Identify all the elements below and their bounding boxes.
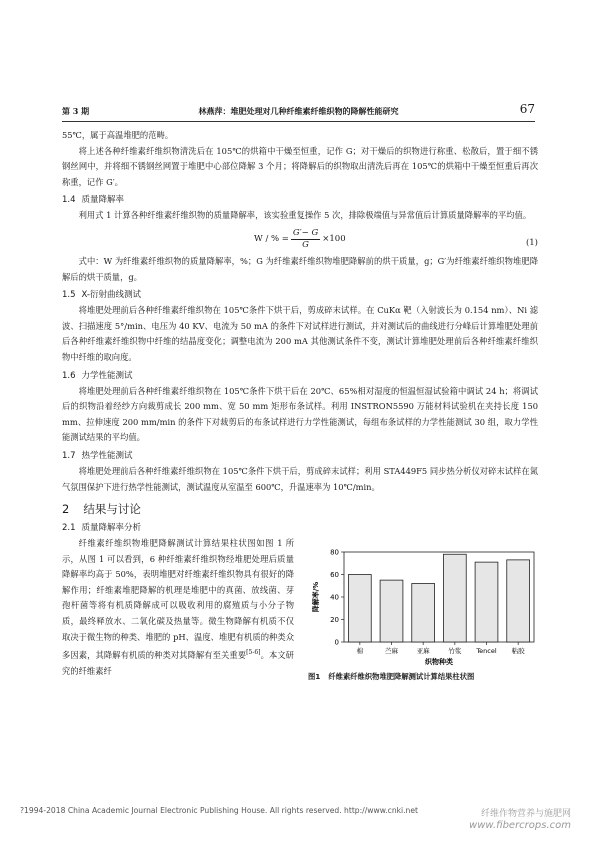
running-header [62, 104, 535, 118]
bar [412, 584, 435, 643]
paragraph: 将上述各种纤维素纤维织物清洗后在 105℃的烘箱中干燥至恒重，记作 G；对干燥后的织物进行称重、松散后，置于细不锈钢丝网中，并将细不锈钢丝网置于堆肥中心部位降解 3 个月；将降解后的织物取出清洗后再在 105℃的烘箱中干燥至恒重后再次称重，记作 G′。 [62, 145, 538, 187]
header-rule [62, 121, 535, 122]
plot-frame [344, 552, 534, 642]
x-tick-label: 苎麻 [385, 647, 398, 656]
copyright-footer [20, 806, 418, 815]
watermark-text: 纤维作物营养与施肥网 [480, 809, 571, 819]
chapter-heading [62, 501, 538, 517]
article-body [62, 128, 538, 686]
figure-caption [308, 672, 540, 682]
left-column [62, 536, 294, 679]
watermark-url: www.fibercrops.com [469, 820, 571, 831]
equation-denominator: G [302, 239, 309, 250]
bar [507, 560, 530, 642]
section-heading [62, 449, 538, 464]
equation-number: (1) [525, 237, 538, 248]
bar-chart [308, 546, 540, 668]
section-title: 质量降解率 [81, 195, 125, 206]
x-tick-label: 棉 [356, 647, 364, 656]
paragraph: 将堆肥处理前后各种纤维素纤维织物在 105℃条件下烘干后，剪成碎末试样。在 CuKα 靶（入射波长为 0.154 nm）、Ni 滤波、扫描速度 5°/min、电压为 40 KV、电流为 50 mA 的条件下对试样进行测试，并对测试后的曲线进行分峰后计算堆肥处理前后各种纤维素纤维织物中纤维的结晶度变化；调整电流为 200 mA 其他测试条件不变，测试计算堆肥处理前后各种纤维素纤维织物中纤维的取向度。 [62, 305, 538, 362]
x-axis-label: 织物种类 [425, 658, 453, 667]
section-heading [62, 369, 538, 384]
citation: [5-6] [246, 649, 261, 657]
bar [348, 575, 371, 643]
figure-1 [308, 546, 540, 682]
y-axis-label: 降解率/% [312, 581, 320, 613]
footer-url[interactable]: http://www.cnki.net [344, 806, 419, 815]
y-tick-label: 80 [330, 548, 339, 557]
paragraph: 式中：W 为纤维素纤维织物的质量降解率，%；G 为纤维素纤维织物堆肥降解前的烘干质量，g；G′为纤维素纤维织物堆肥降解后的烘干质量，g。 [62, 255, 538, 282]
equation [62, 224, 538, 254]
bar [380, 580, 403, 642]
chapter-number: 2 [62, 502, 70, 517]
bar [475, 562, 498, 642]
paragraph [62, 536, 294, 679]
section-title: 质量降解率分析 [81, 523, 142, 534]
paragraph: 将堆肥处理前后各种纤维素纤维织物在 105℃条件下烘干后，剪成碎末试样；利用 STA449F5 同步热分析仪对碎末试样在氮气氛围保护下进行热学性能测试，测试温度从室温至 600℃，升温速率为 10℃/min。 [62, 465, 538, 492]
running-title: 林燕萍：堆肥处理对几种纤维素纤维织物的降解性能研究 [198, 106, 399, 116]
equation-fraction [291, 228, 320, 251]
paragraph-text: 纤维素纤维织物堆肥降解测试计算结果柱状图如图 1 所示，从图 1 可以看到，6 种纤维素纤维织物经堆肥处理后质量降解率均高于 50%，表明堆肥对纤维素纤维织物具有很好的降解作用；纤维素堆肥降解的机理是堆肥中的真菌、放线菌、芽孢杆菌等将有机质降解成可以吸收利用的腐殖质与小分子物质，最终释放水、二氧化碳及热量等。微生物降解有机质不仅取决于微生物的种类、堆肥的 pH、温度、堆肥有机质的种类众多因素，其降解有机质的种类对其降解有至关重要 [62, 538, 294, 661]
figure-number: 图1 [308, 672, 321, 682]
y-tick-label: 60 [330, 571, 339, 580]
issue-label: 第 3 期 [62, 106, 90, 116]
equation-numerator: G′− G [292, 227, 319, 238]
section-title: 力学性能测试 [81, 370, 133, 381]
section-title: 热学性能测试 [81, 450, 133, 461]
x-tick-label: 亚麻 [416, 647, 430, 656]
page-number: 67 [519, 102, 535, 116]
section-number: 1.5 [62, 290, 76, 301]
section-title: X-衍射曲线测试 [81, 290, 141, 301]
section-heading [62, 521, 538, 536]
copyright-text: ?1994-2018 China Academic Journal Electronic Publishing House. All rights reserved. [20, 806, 342, 815]
equation-rhs: ×100 [322, 234, 346, 245]
text-and-figure [62, 536, 538, 686]
equation-lhs: W / % = [254, 234, 289, 245]
bar [443, 554, 466, 642]
section-number: 1.7 [62, 450, 76, 461]
chapter-title: 结果与讨论 [83, 502, 141, 517]
section-number: 1.6 [62, 370, 76, 381]
section-number: 1.4 [62, 195, 76, 206]
paragraph: 利用式 1 计算各种纤维素纤维织物的质量降解率，该实验重复操作 5 次，排除极端值与异常值后计算质量降解率的平均值。 [78, 210, 532, 221]
section-heading [62, 288, 538, 303]
y-tick-label: 0 [334, 638, 339, 647]
section-number: 2.1 [62, 523, 76, 534]
x-tick-label: Tencel [476, 647, 497, 656]
paragraph: 将堆肥处理前后各种纤维素纤维织物在 105℃条件下烘干后在 20℃、65%相对湿度的恒温恒湿试验箱中调试 24 h；将调试后的织物沿着经纱方向裁剪成长 200 mm、宽 50 mm 矩形布条试样。利用 INSTRON5590 万能材料试验机在夹持长度 150 mm、拉伸速度 200 mm/min 的条件下对裁剪后的布条试样进行力学性能测试，每组布条试样的力学性能测试 30 组，取力学性能测试结果的平均值。 [62, 385, 538, 443]
paragraph: 55℃，属于高温堆肥的范畴。 [62, 130, 174, 140]
y-tick-label: 20 [330, 616, 339, 625]
paragraph-text: 。本文研究的纤维素纤 [62, 650, 294, 676]
x-tick-label: 竹浆 [448, 647, 462, 656]
figure-caption-text: 纤维素纤维织物堆肥降解测试计算结果柱状图 [328, 672, 475, 682]
x-tick-label: 粘胶 [511, 647, 525, 656]
y-tick-label: 40 [330, 593, 339, 602]
section-heading [62, 193, 538, 208]
